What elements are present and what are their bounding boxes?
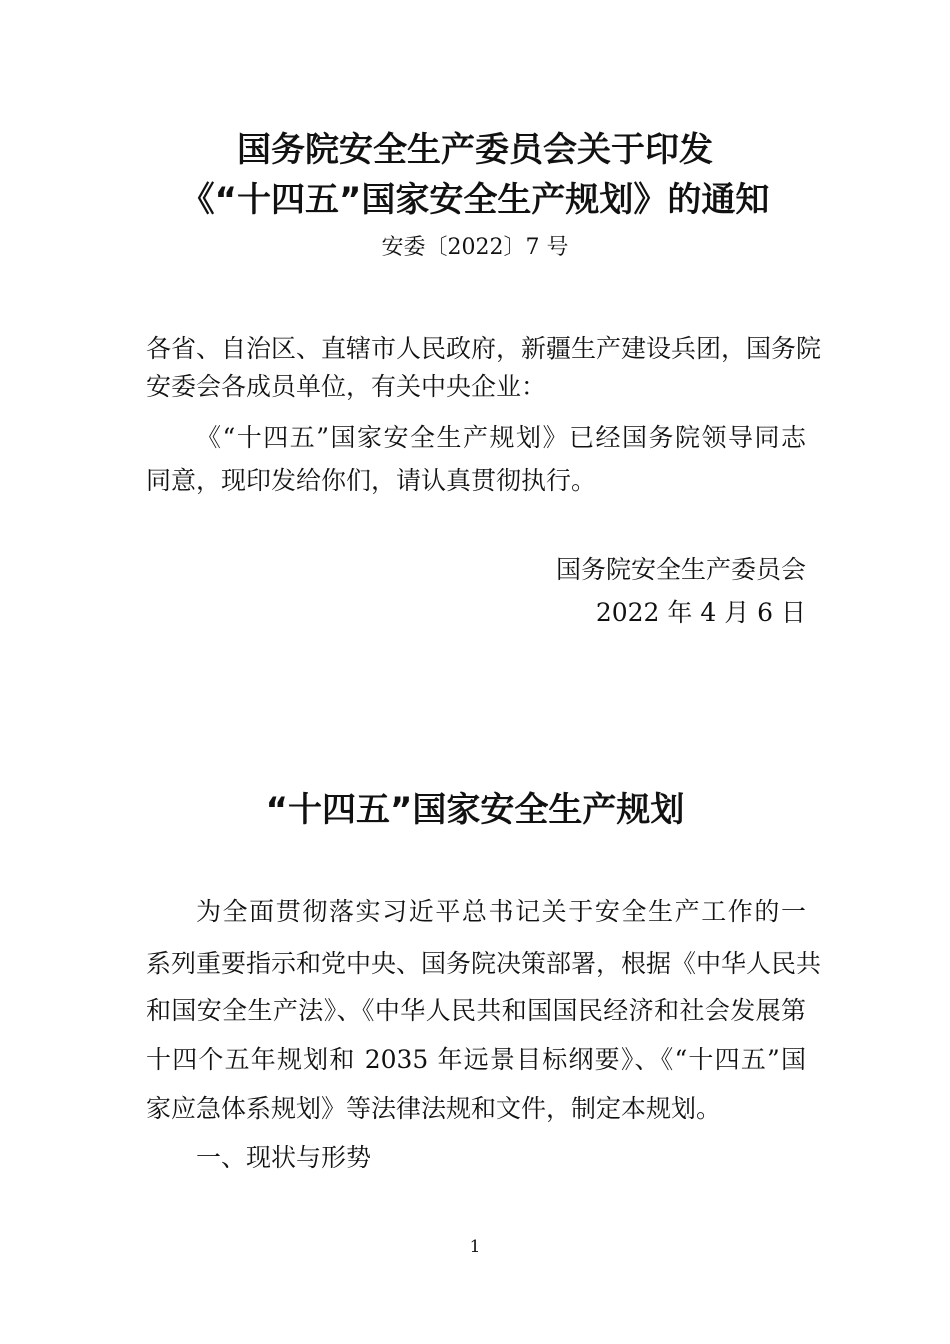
notice-body-line-2: 同意，现印发给你们，请认真贯彻执行。 [146, 466, 597, 495]
section-heading: 一、现状与形势 [196, 1143, 372, 1172]
plan-title: “十四五”国家安全生产规划 [265, 790, 685, 830]
intro-line-1: 为全面贯彻落实习近平总书记关于安全生产工作的一 [196, 897, 806, 926]
notice-body-line-1: 《“十四五”国家安全生产规划》已经国务院领导同志 [196, 423, 806, 452]
intro-line-2: 系列重要指示和党中央、国务院决策部署，根据《中华人民共 [146, 949, 822, 978]
issue-date: 2022 年 4 月 6 日 [595, 598, 806, 627]
intro-line-3: 和国安全生产法》、《中华人民共和国国民经济和社会发展第 [146, 996, 806, 1025]
issuer-signature: 国务院安全生产委员会 [555, 555, 806, 584]
intro-line-5: 家应急体系规划》等法律法规和文件，制定本规划。 [146, 1094, 722, 1123]
notice-title-line-1: 国务院安全生产委员会关于印发 [237, 130, 713, 170]
recipients-line-2: 安委会各成员单位，有关中央企业： [146, 372, 547, 401]
intro-line-4: 十四个五年规划和 2035 年远景目标纲要》、《“十四五”国 [146, 1045, 806, 1074]
recipients-line-1: 各省、自治区、直辖市人民政府，新疆生产建设兵团，国务院 [146, 334, 822, 363]
page-number: 1 [469, 1237, 481, 1257]
document-number: 安委〔2022〕7 号 [381, 235, 569, 260]
notice-title-line-2: 《“十四五”国家安全生产规划》的通知 [180, 180, 770, 220]
